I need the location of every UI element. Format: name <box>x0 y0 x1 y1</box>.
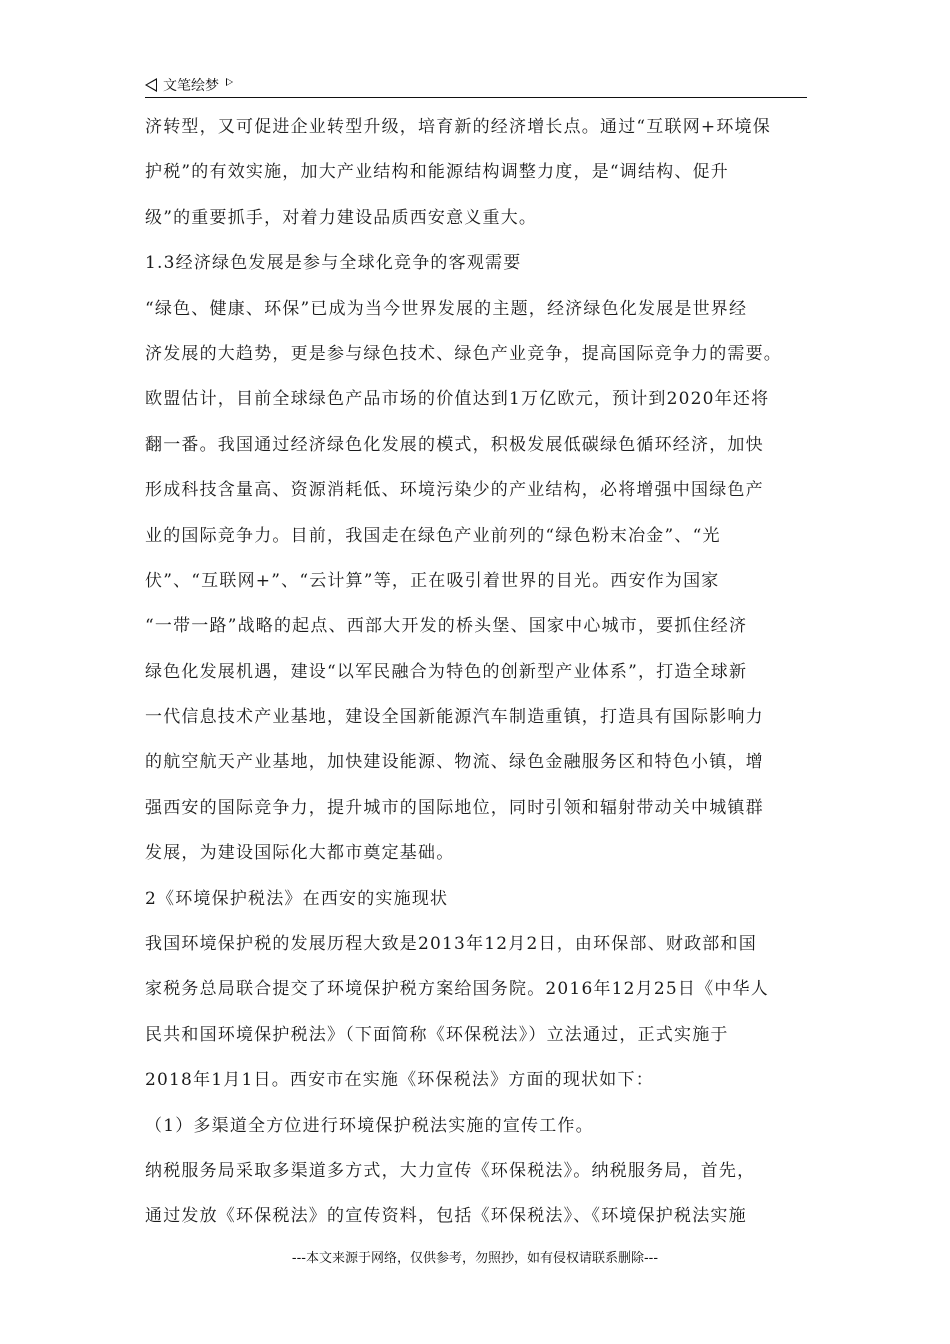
text-line: 级”的重要抓手，对着力建设品质西安意义重大。 <box>145 207 538 228</box>
text-line: 强西安的国际竞争力，提升城市的国际地位，同时引领和辐射带动关中城镇群 <box>145 797 764 818</box>
section-heading: 2《环境保护税法》在西安的实施现状 <box>145 888 449 909</box>
header-divider <box>145 97 807 98</box>
text-line: 绿色化发展机遇，建设“以军民融合为特色的创新型产业体系”，打造全球新 <box>145 661 748 682</box>
header-title: 文笔绘梦 <box>163 78 219 94</box>
left-triangle-icon <box>145 78 157 92</box>
page-header <box>145 74 807 96</box>
text-line: “绿色、健康、环保”已成为当今世界发展的主题，经济绿色化发展是世界经 <box>145 298 748 319</box>
text-line: 翻一番。我国通过经济绿色化发展的模式，积极发展低碳绿色循环经济，加快 <box>145 434 764 455</box>
text-line: 形成科技含量高、资源消耗低、环境污染少的产业结构，必将增强中国绿色产 <box>145 480 764 501</box>
text-line: 2018年1月1日。西安市在实施《环保税法》方面的现状如下： <box>145 1070 654 1091</box>
text-line: 护税”的有效实施，加大产业结构和能源结构调整力度，是“调结构、促升 <box>145 162 729 183</box>
document-body <box>145 112 807 1247</box>
text-line: 我国环境保护税的发展历程大致是2013年12月2日，由环保部、财政部和国 <box>145 934 757 955</box>
text-line: 民共和国环境保护税法》（下面简称《环保税法》）立法通过，正式实施于 <box>145 1024 729 1045</box>
text-line: 通过发放《环保税法》的宣传资料，包括《环保税法》、《环境保护税法实施 <box>145 1206 747 1227</box>
text-line: 的航空航天产业基地，加快建设能源、物流、绿色金融服务区和特色小镇，增 <box>145 752 764 773</box>
right-triangle-icon <box>226 78 233 86</box>
section-heading: 1.3经济绿色发展是参与全球化竞争的客观需要 <box>145 253 522 274</box>
text-line: 济发展的大趋势，更是参与绿色技术、绿色产业竞争，提高国际竞争力的需要。 <box>145 343 782 364</box>
text-line: 业的国际竞争力。目前，我国走在绿色产业前列的“绿色粉末冶金”、“光 <box>145 525 721 546</box>
text-line: 家税务总局联合提交了环境保护税方案给国务院。2016年12月25日《中华人 <box>145 979 769 1000</box>
text-line: 济转型，又可促进企业转型升级，培育新的经济增长点。通过“互联网+环境保 <box>145 117 771 137</box>
text-line: 纳税服务局采取多渠道多方式，大力宣传《环保税法》。纳税服务局，首先， <box>145 1160 756 1181</box>
subsection-heading: （1）多渠道全方位进行环境保护税法实施的宣传工作。 <box>145 1115 594 1136</box>
text-line: 欧盟估计，目前全球绿色产品市场的价值达到1万亿欧元，预计到2020年还将 <box>145 389 770 410</box>
text-line: “一带一路”战略的起点、西部大开发的桥头堡、国家中心城市，要抓住经济 <box>145 616 748 637</box>
text-line: 一代信息技术产业基地，建设全国新能源汽车制造重镇，打造具有国际影响力 <box>145 707 764 728</box>
text-line: 发展，为建设国际化大都市奠定基础。 <box>145 843 455 864</box>
text-line: 伏”、“互联网+”、“云计算”等，正在吸引着世界的目光。西安作为国家 <box>145 570 720 591</box>
footer-notice: ---本文来源于网络，仅供参考，勿照抄，如有侵权请联系删除--- <box>291 1251 659 1266</box>
